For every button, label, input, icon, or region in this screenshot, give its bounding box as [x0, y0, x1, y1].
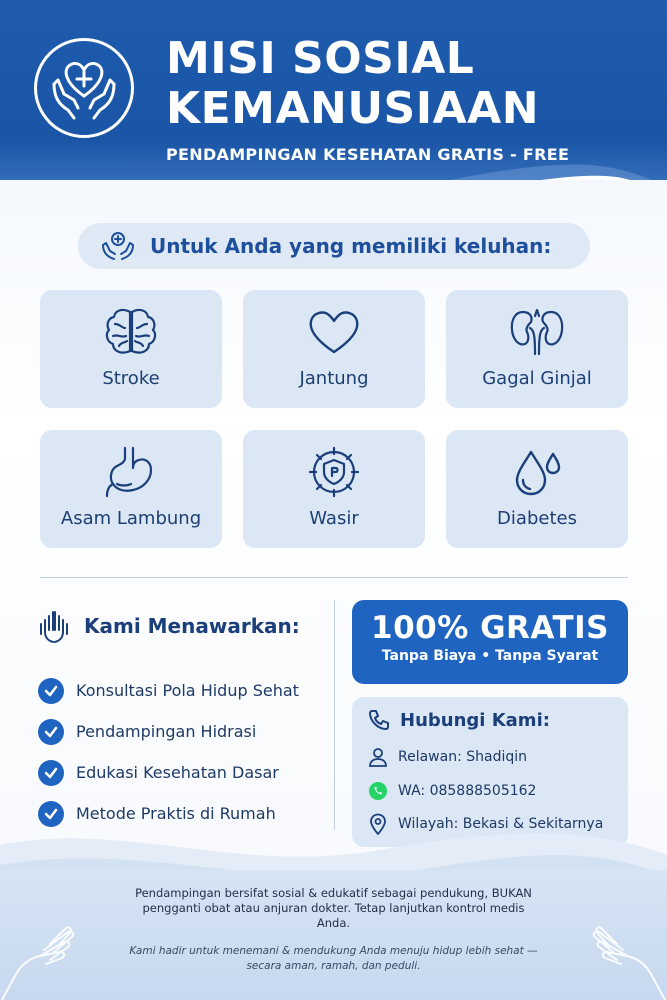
hand-icon: [585, 916, 667, 1000]
complaints-heading: [78, 223, 590, 269]
heart-icon: [306, 306, 362, 358]
offer-list: [38, 670, 328, 834]
phone-icon: [368, 709, 390, 731]
free-badge: [352, 600, 628, 684]
person-icon: [368, 747, 388, 767]
kidney-icon: [509, 306, 565, 358]
check-icon: [38, 678, 64, 704]
contact-heading: [368, 709, 550, 731]
offer-item-text: Metode Praktis di Rumah: [76, 804, 276, 823]
condition-label: Wasir: [309, 508, 359, 529]
area-text: Wilayah: Bekasi & Sekitarnya: [398, 816, 604, 832]
page-subtitle: PENDAMPINGAN KESEHATAN GRATIS - FREE: [166, 145, 570, 164]
hands-heart-cross-icon: [44, 48, 124, 128]
header-banner: [0, 0, 667, 200]
condition-label: Jantung: [299, 368, 369, 389]
drops-icon: [509, 446, 565, 498]
check-icon: [38, 719, 64, 745]
offer-item-text: Pendampingan Hidrasi: [76, 722, 257, 741]
offer-item-text: Konsultasi Pola Hidup Sehat: [76, 681, 299, 700]
list-item: [38, 752, 328, 793]
shield-gear-icon: [306, 446, 362, 498]
free-badge-subtitle: Tanpa Biaya • Tanpa Syarat: [381, 648, 599, 664]
condition-label: Diabetes: [497, 508, 577, 529]
condition-card-asam-lambung: [40, 430, 222, 548]
condition-card-diabetes: [446, 430, 628, 548]
hands-praying-icon: [36, 608, 72, 644]
whatsapp-icon: [368, 781, 388, 801]
condition-label: Asam Lambung: [60, 508, 202, 529]
brain-icon: [103, 306, 159, 358]
check-icon: [38, 760, 64, 786]
complaints-heading-text: Untuk Anda yang memiliki keluhan:: [150, 234, 552, 258]
condition-card-wasir: [243, 430, 425, 548]
hands-medical-icon: [100, 231, 136, 261]
contact-volunteer: [368, 747, 527, 767]
title-line-1: MISI SOSIAL: [166, 33, 475, 84]
offer-heading: [36, 606, 326, 646]
column-divider: [334, 600, 335, 830]
volunteer-text: Relawan: Shadiqin: [398, 749, 528, 765]
condition-label: Gagal Ginjal: [482, 368, 592, 389]
condition-card-gagal-ginjal: [446, 290, 628, 408]
condition-label: Stroke: [102, 368, 160, 389]
list-item: [38, 711, 328, 752]
logo: [34, 38, 134, 138]
disclaimer-text: Pendampingan bersifat sosial & edukatif sebagai pendukung, BUKAN pengganti obat atau anjuran dokter. Tetap lanjutkan kontrol medis Anda.: [135, 886, 532, 930]
offer-heading-text: Kami Menawarkan:: [84, 614, 300, 638]
condition-card-jantung: [243, 290, 425, 408]
page-title: [166, 34, 646, 134]
section-divider: [40, 577, 628, 578]
offer-item-text: Edukasi Kesehatan Dasar: [76, 763, 279, 782]
stomach-icon: [103, 446, 159, 498]
hand-icon: [0, 916, 82, 1000]
free-badge-title: 100% GRATIS: [371, 610, 609, 646]
list-item: [38, 670, 328, 711]
condition-card-stroke: [40, 290, 222, 408]
contact-whatsapp[interactable]: [368, 781, 536, 801]
whatsapp-number[interactable]: WA: 085888505162: [398, 783, 537, 799]
contact-heading-text: Hubungi Kami:: [400, 709, 550, 731]
footer-quote: Kami hadir untuk menemani & mendukung Anda menuju hidup lebih sehat — secara aman, ramah, dan peduli.: [129, 945, 538, 972]
title-line-2: KEMANUSIAAN: [166, 83, 540, 134]
